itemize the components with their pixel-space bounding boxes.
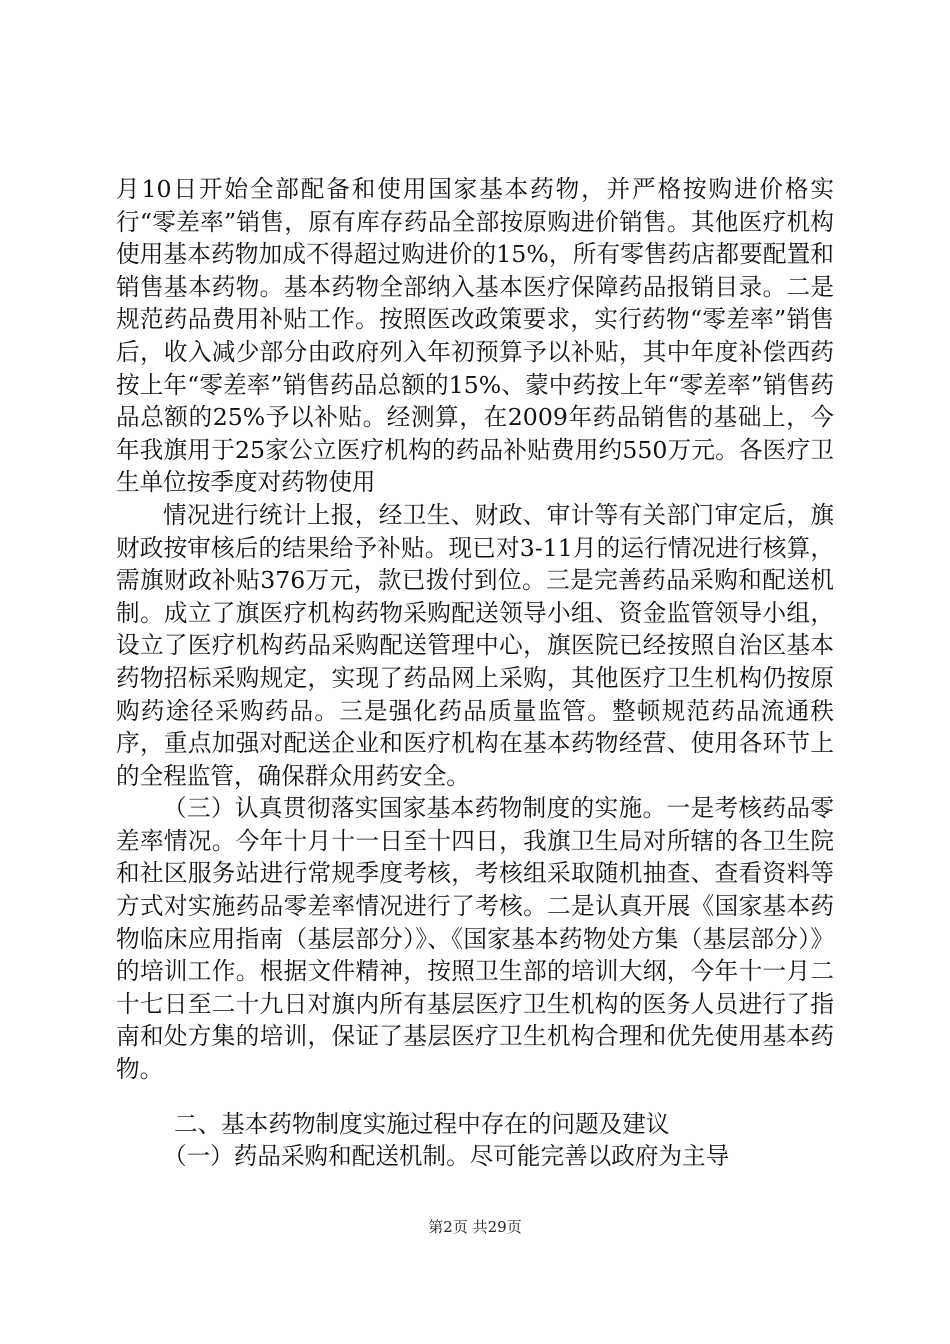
- paragraph-2: 情况进行统计上报，经卫生、财政、审计等有关部门审定后，旗财政按审核后的结果给予补贴。现已对3-11月的运行情况进行核算，需旗财政补贴376万元，款已拨付到位。三是完善药品采购和配送机制。成立了旗医疗机构药物采购配送领导小组、资金监管领导小组，设立了医疗机构药品采购配送管理中心，旗医院已经按照自治区基本药物招标采购规定，实现了药品网上采购，其他医疗卫生机构仍按原购药途径采购药品。三是强化药品质量监管。整顿规范药品流通秩序，重点加强对配送企业和医疗机构在基本药物经营、使用各环节上的全程监管，确保群众用药安全。: [116, 500, 834, 790]
- page-footer: 第2页 共29页: [428, 1218, 522, 1236]
- document-body: [116, 173, 834, 1173]
- sub-heading: （一）药品采购和配送机制。尽可能完善以政府为主导: [163, 1142, 730, 1171]
- paragraph-1: 月10日开始全部配备和使用国家基本药物，并严格按购进价格实行“零差率”销售，原有库存药品全部按原购进价销售。其他医疗机构使用基本药物加成不得超过购进价的15%，所有零售药店都要配置和销售基本药物。基本药物全部纳入基本医疗保障药品报销目录。二是规范药品费用补贴工作。按照医改政策要求，实行药物“零差率”销售后，收入减少部分由政府列入年初预算予以补贴，其中年度补偿西药按上年“零差率”销售药品总额的15%、蒙中药按上年“零差率”销售药品总额的25%予以补贴。经测算，在2009年药品销售的基础上，今年我旗用于25家公立医疗机构的药品补贴费用约550万元。各医疗卫生单位按季度对药物使用: [116, 175, 834, 497]
- section-heading: 二、基本药物制度实施过程中存在的问题及建议: [174, 1109, 670, 1138]
- paragraph-3: （三）认真贯彻落实国家基本药物制度的实施。一是考核药品零差率情况。今年十月十一日至十四日，我旗卫生局对所辖的各卫生院和社区服务站进行常规季度考核，考核组采取随机抽查、查看资料等方式对实施药品零差率情况进行了考核。二是认真开展《国家基本药物临床应用指南（基层部分）》、《国家基本药物处方集（基层部分）》的培训工作。根据文件精神，按照卫生部的培训大纲，今年十一月二十七日至二十九日对旗内所有基层医疗卫生机构的医务人员进行了指南和处方集的培训，保证了基层医疗卫生机构合理和优先使用基本药物。: [116, 794, 834, 1084]
